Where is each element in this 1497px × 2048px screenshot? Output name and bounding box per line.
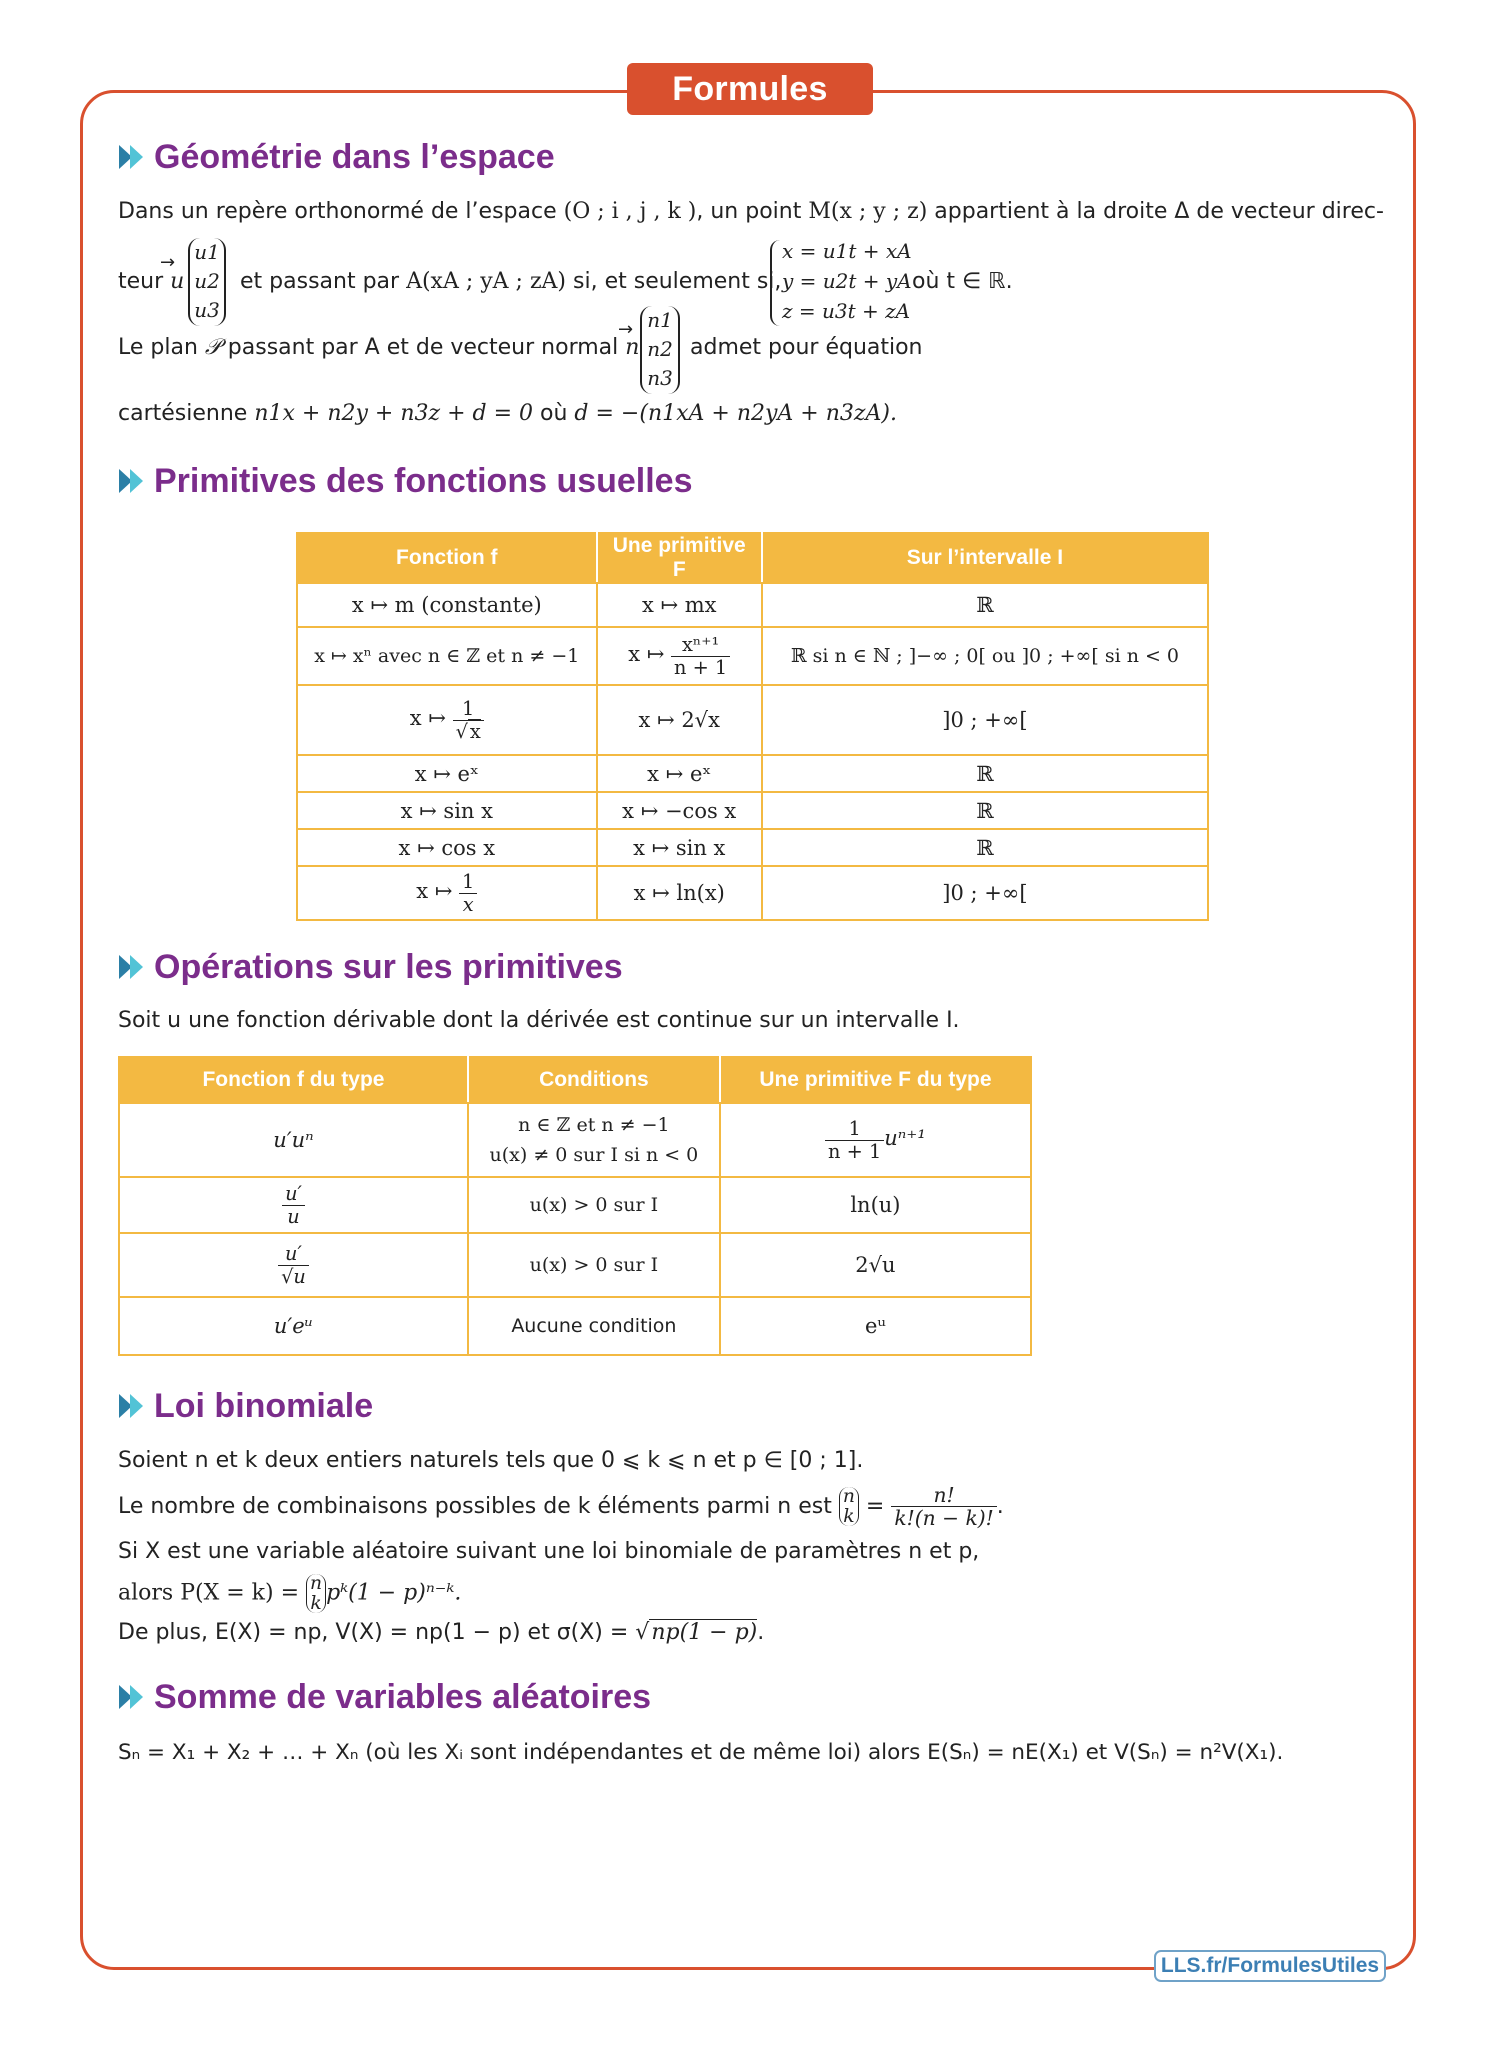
- binomiale-line-2: Le nombre de combinaisons possibles de k éléments parmi n est n k = $\frac{n!}{k!(n - k)!}$ .: [118, 1483, 1004, 1531]
- param-system: x = u1t + xA y = u2t + yA z = u3t + zA: [782, 239, 912, 323]
- operations-table: [118, 1056, 1032, 1356]
- table-cell: x ↦ sin x: [597, 829, 762, 866]
- table-cell: x ↦ sin x: [297, 792, 597, 829]
- section-arrow-icon: [118, 1683, 146, 1711]
- table-cell: x ↦ −cos x: [597, 792, 762, 829]
- vector-arrow-icon: →: [160, 252, 176, 273]
- table-header: Conditions: [468, 1057, 720, 1103]
- table-cell: x ↦ xⁿ avec n ∈ ℤ et n ≠ −1: [297, 627, 597, 685]
- table-cell: ]0 ; +∞[: [762, 866, 1208, 920]
- table-cell: u(x) > 0 sur I: [468, 1233, 720, 1297]
- vector-arrow-icon: →: [618, 319, 634, 340]
- section-arrow-icon: [118, 953, 146, 981]
- vector-n-components: n1 n2 n3: [640, 306, 680, 394]
- table-cell: ℝ: [762, 829, 1208, 866]
- table-cell: ℝ si n ∈ ℕ ; ]−∞ ; 0[ ou ]0 ; +∞[ si n < 0: [762, 627, 1208, 685]
- table-header-row: [297, 533, 1208, 583]
- table-cell: u(x) > 0 sur I: [468, 1177, 720, 1233]
- section-title-somme: Somme de variables aléatoires: [118, 1678, 651, 1717]
- table-cell: ℝ: [762, 755, 1208, 792]
- geometry-line-3a: Le plan 𝒫 passant par A et de vecteur normal n: [118, 335, 640, 360]
- binomiale-line-1: Soient n et k deux entiers naturels tels que 0 ⩽ k ⩽ n et p ∈ [0 ; 1].: [118, 1448, 864, 1473]
- geometry-line-2a: teur u: [118, 269, 185, 294]
- somme-line: Sₙ = X₁ + X₂ + … + Xₙ (où les Xᵢ sont indépendantes et de même loi) alors E(Sₙ) = nE(X₁) et V(Sₙ) = n²V(X₁).: [118, 1740, 1284, 1765]
- table-cell: x ↦ 2√x: [597, 685, 762, 755]
- table-row: [297, 792, 1208, 829]
- table-cell: ln(u): [720, 1177, 1031, 1233]
- table-row: [297, 685, 1208, 755]
- lls-link[interactable]: LLS.fr/FormulesUtiles: [1154, 1950, 1386, 1982]
- table-cell: eᵘ: [720, 1297, 1031, 1355]
- section-arrow-icon: [118, 143, 146, 171]
- table-header: Sur l’intervalle I: [762, 533, 1208, 583]
- table-row: [119, 1103, 1031, 1177]
- table-cell: x ↦ m (constante): [297, 583, 597, 627]
- binomiale-line-3: Si X est une variable aléatoire suivant une loi binomiale de paramètres n et p,: [118, 1539, 980, 1564]
- table-cell: $\frac{u'}{√u}$: [119, 1233, 468, 1297]
- section-title-binomiale: Loi binomiale: [118, 1387, 373, 1426]
- geometry-line-4: cartésienne n1x + n2y + n3z + d = 0 où d = −(n1xA + n2yA + n3zA).: [118, 401, 897, 426]
- table-cell: x ↦ eˣ: [297, 755, 597, 792]
- geometry-line-3b: admet pour équation: [690, 335, 923, 360]
- table-row: [119, 1297, 1031, 1355]
- table-cell: x ↦ $\frac{1}{√ x}$: [297, 685, 597, 755]
- table-row: [119, 1233, 1031, 1297]
- table-cell: ]0 ; +∞[: [762, 685, 1208, 755]
- table-row: [297, 627, 1208, 685]
- geometry-line-2b: et passant par A(xA ; yA ; zA) si, et seulement si,: [240, 269, 782, 294]
- table-row: [297, 829, 1208, 866]
- table-cell: Aucune condition: [468, 1297, 720, 1355]
- table-header: Fonction f: [297, 533, 597, 583]
- table-cell: x ↦ eˣ: [597, 755, 762, 792]
- binomiale-line-5: De plus, E(X) = np, V(X) = np(1 − p) et σ(X) = √np(1 − p).: [118, 1620, 765, 1645]
- table-row: [297, 755, 1208, 792]
- table-cell: u′uⁿ: [119, 1103, 468, 1177]
- section-title-operations: Opérations sur les primitives: [118, 948, 623, 987]
- geometry-line-1: Dans un repère orthonormé de l’espace (O ; i , j , k ), un point M(x ; y ; z) appartient à la droite Δ de vecteur direc-: [118, 199, 1384, 224]
- table-header: Une primitive F: [597, 533, 762, 583]
- table-cell: x ↦ ln(x): [597, 866, 762, 920]
- primitives-table: [296, 532, 1209, 921]
- table-cell: $\frac{1}{n + 1}$ uⁿ⁺¹: [720, 1103, 1031, 1177]
- table-cell: x ↦ cos x: [297, 829, 597, 866]
- table-cell: ℝ: [762, 583, 1208, 627]
- table-cell: x ↦ $\frac{\text{xⁿ⁺¹}}{n + 1}$: [597, 627, 762, 685]
- section-title-primitives: Primitives des fonctions usuelles: [118, 462, 693, 501]
- table-cell: 2√u: [720, 1233, 1031, 1297]
- geometry-line-2c: où t ∈ ℝ.: [912, 269, 1013, 294]
- table-row: [297, 866, 1208, 920]
- table-header: Fonction f du type: [119, 1057, 468, 1103]
- section-arrow-icon: [118, 1392, 146, 1420]
- table-cell: ℝ: [762, 792, 1208, 829]
- table-cell: x ↦ $\frac{1}{x}$: [297, 866, 597, 920]
- table-cell: n ∈ ℤ et n ≠ −1 u(x) ≠ 0 sur I si n < 0: [468, 1103, 720, 1177]
- table-header-row: [119, 1057, 1031, 1103]
- page-title: Formules utiles: [627, 63, 873, 115]
- vector-u-components: u1 u2 u3: [188, 238, 226, 326]
- section-title-geometrie: Géométrie dans l’espace: [118, 138, 555, 177]
- table-cell: x ↦ mx: [597, 583, 762, 627]
- table-row: [297, 583, 1208, 627]
- table-header: Une primitive F du type: [720, 1057, 1031, 1103]
- system-brace: [770, 240, 782, 326]
- section-arrow-icon: [118, 467, 146, 495]
- table-cell: $\frac{u'}{u}$: [119, 1177, 468, 1233]
- table-row: [119, 1177, 1031, 1233]
- operations-intro: Soit u une fonction dérivable dont la dérivée est continue sur un intervalle I.: [118, 1008, 960, 1033]
- table-cell: u′eᵘ: [119, 1297, 468, 1355]
- binomiale-line-4: alors P(X = k) = n k pᵏ(1 − p)ⁿ⁻ᵏ.: [118, 1573, 462, 1614]
